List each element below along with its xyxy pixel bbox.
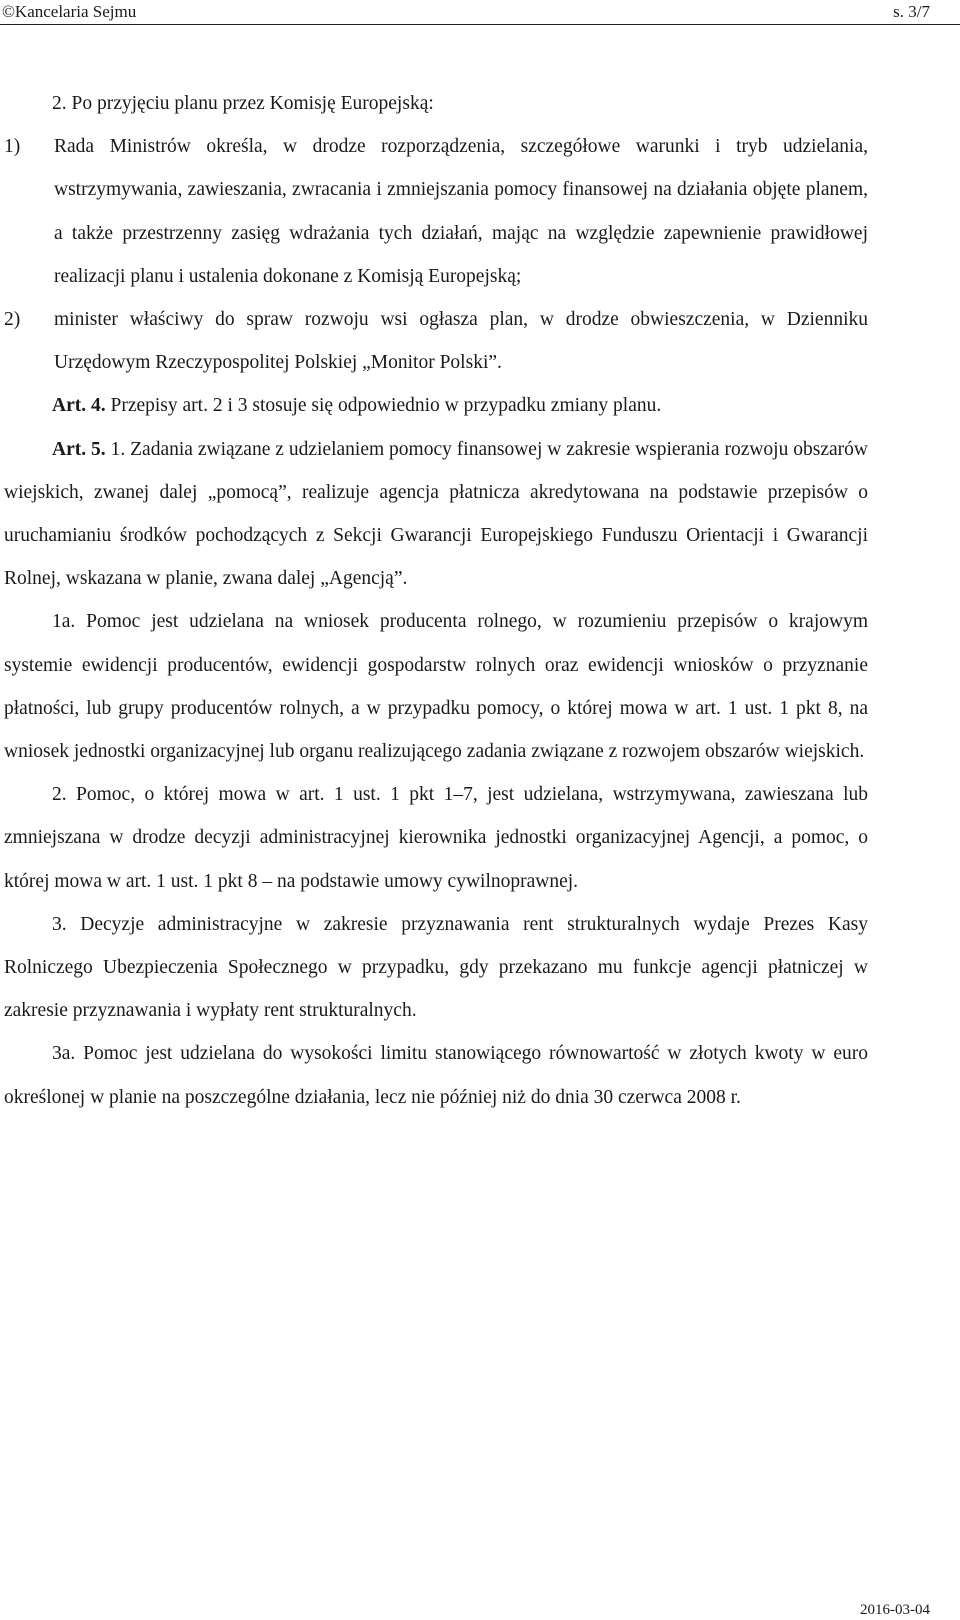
article-5-text: 1. Zadania związane z udzielaniem pomocy finansowej w zakresie wspierania rozwoju obszarów wiejskich, zwanej dalej „pomocą”, realizuje agencja płatnicza akredytowana na podstawie przepisów o uruchamianiu środków pochodzących z Sekcji Gwarancji Europejskiego Funduszu Orientacji i Gwarancji Rolnej, wskazana w planie, zwana dalej „Agencją”. — [4, 438, 868, 590]
article-5 — [4, 428, 868, 601]
article-4 — [4, 384, 868, 427]
paragraph-3: 3. Decyzje administracyjne w zakresie przyznawania rent strukturalnych wydaje Prezes Kasy Rolniczego Ubezpieczenia Społecznego w przypadku, gdy przekazano mu funkcje agencji płatniczej w zakresie przyznawania i wypłaty rent strukturalnych. — [4, 913, 868, 1022]
list-text: Rada Ministrów określa, w drodze rozporządzenia, szczegółowe warunki i tryb udzielania, wstrzymywania, zawieszania, zwracania i zmniejszania pomocy finansowej na działania objęte planem, a także przestrzenny zasięg wdrażania tych działań, mając na względzie zapewnienie prawidłowej realizacji planu i ustalenia dokonane z Komisją Europejską; — [54, 136, 868, 287]
list-item-1 — [4, 125, 868, 298]
list-number: 2) — [4, 309, 21, 331]
source-label: ©Kancelaria Sejmu — [2, 2, 137, 21]
article-4-label: Art. 4. — [52, 395, 106, 417]
list-number: 1) — [4, 136, 21, 158]
paragraph-1a: 1a. Pomoc jest udzielana na wniosek producenta rolnego, w rozumieniu przepisów o krajowym systemie ewidencji producentów, ewidencji gospodarstw rolnych oraz ewidencji wniosków o przyznanie płatności, lub grupy producentów rolnych, a w przypadku pomocy, o której mowa w art. 1 ust. 1 pkt 8, na wniosek jednostki organizacyjnej lub organu realizującego zadania związane z rozwojem obszarów wiejskich. — [4, 611, 868, 763]
page-header — [0, 0, 960, 25]
article-4-text: Przepisy art. 2 i 3 stosuje się odpowiednio w przypadku zmiany planu. — [110, 395, 662, 417]
paragraph-3a: 3a. Pomoc jest udzielana do wysokości limitu stanowiącego równowartość w złotych kwoty w euro określonej w planie na poszczególne działania, lecz nie później niż do dnia 30 czerwca 2008 r. — [4, 1043, 868, 1108]
document-body — [4, 82, 868, 1119]
footer-date: 2016-03-04 — [860, 1602, 930, 1618]
paragraph-2: 2. Pomoc, o której mowa w art. 1 ust. 1 pkt 1–7, jest udzielana, wstrzymywana, zawieszana lub zmniejszana w drodze decyzji administracyjnej kierownika jednostki organizacyjnej Agencji, a pomoc, o której mowa w art. 1 ust. 1 pkt 8 – na podstawie umowy cywilnoprawnej. — [4, 784, 868, 892]
article-5-label: Art. 5. — [52, 438, 106, 460]
list-text: minister właściwy do spraw rozwoju wsi ogłasza plan, w drodze obwieszczenia, w Dzienniku Urzędowym Rzeczypospolitej Polskiej „Monitor Polski”. — [54, 309, 868, 374]
list-item-2 — [4, 298, 868, 384]
page-number: s. 3/7 — [893, 2, 930, 21]
paragraph-2-intro: 2. Po przyjęciu planu przez Komisję Europejską: — [52, 93, 434, 114]
